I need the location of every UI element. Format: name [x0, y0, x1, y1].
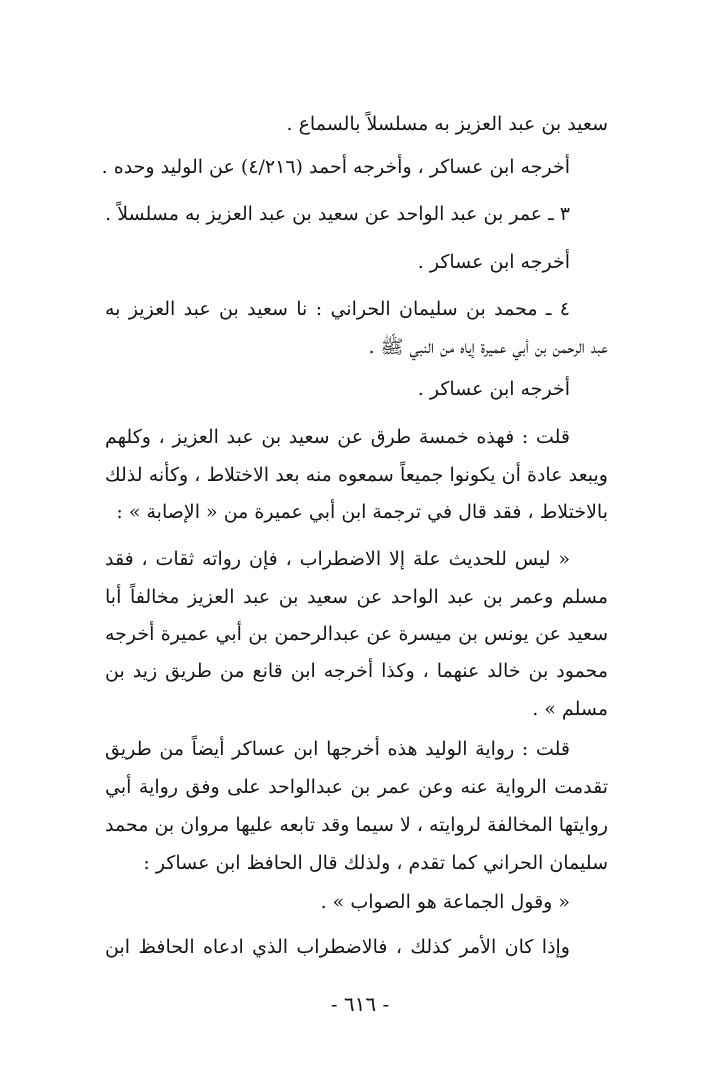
text-line-11: « ليس للحديث علة إلا الاضطراب ، فإن رواته ثقات ، فقد [105, 548, 570, 570]
text-line-12: مسلم وعمر بن عبد الواحد عن سعيد بن عبد العزيز مخالفاً أبا [105, 586, 608, 608]
text-line-13: سعيد عن يونس بن ميسرة عن عبدالرحمن بن أبي عميرة أخرجه [105, 623, 608, 645]
text-line-3: ٣ ـ عمر بن عبد الواحد عن سعيد بن عبد العزيز به مسلسلاً . [105, 203, 570, 225]
text-line-14: محمود بن خالد عنهما ، وكذا أخرجه ابن قانع من طريق زيد بن [105, 660, 608, 682]
page-number: - ٦١٦ - [330, 992, 390, 1016]
text-line-16: قلت : رواية الوليد هذه أخرجها ابن عساكر أيضاً من طريق [105, 738, 570, 760]
text-line-18: روايتها المخالفة لروايته ، لا سيما وقد تابعه عليها مروان بن محمد [105, 814, 608, 836]
text-line-10: بالاختلاط ، فقد قال في ترجمة ابن أبي عميرة من « الإصابة » : [116, 501, 608, 523]
text-line-7: أخرجه ابن عساكر . [417, 378, 570, 400]
text-line-9: ويبعد عادة أن يكونوا جميعاً سمعوه منه بعد الاختلاط ، وكأنه لذلك [105, 464, 608, 486]
text-line-17: تقدمت الرواية عنه وعن عمر بن عبدالواحد على وفق رواية أبي [105, 776, 608, 798]
text-line-19: سليمان الحراني كما تقدم ، ولذلك قال الحافظ ابن عساكر : [143, 852, 608, 874]
text-line-4: أخرجه ابن عساكر . [417, 251, 570, 273]
text-line-1: سعيد بن عبد العزيز به مسلسلاً بالسماع . [286, 113, 608, 135]
text-line-2: أخرجه ابن عساكر ، وأخرجه أحمد (٤/٢١٦) عن الوليد وحده . [101, 156, 570, 178]
text-line-8: قلت : فهذه خمسة طرق عن سعيد بن عبد العزيز ، وكلهم [105, 426, 570, 448]
text-line-15: مسلم » . [532, 698, 608, 720]
text-line-5: ٤ ـ محمد بن سليمان الحراني : نا سعيد بن عبد العزيز به [105, 298, 570, 320]
text-line-21: وإذا كان الأمر كذلك ، فالاضطراب الذي ادعاه الحافظ ابن [105, 936, 570, 958]
text-line-6: عبد الرحمن بن أبي عميرة إياه من النبي ﷺ . [368, 336, 608, 358]
text-line-20: « وقول الجماعة هو الصواب » . [320, 891, 570, 913]
